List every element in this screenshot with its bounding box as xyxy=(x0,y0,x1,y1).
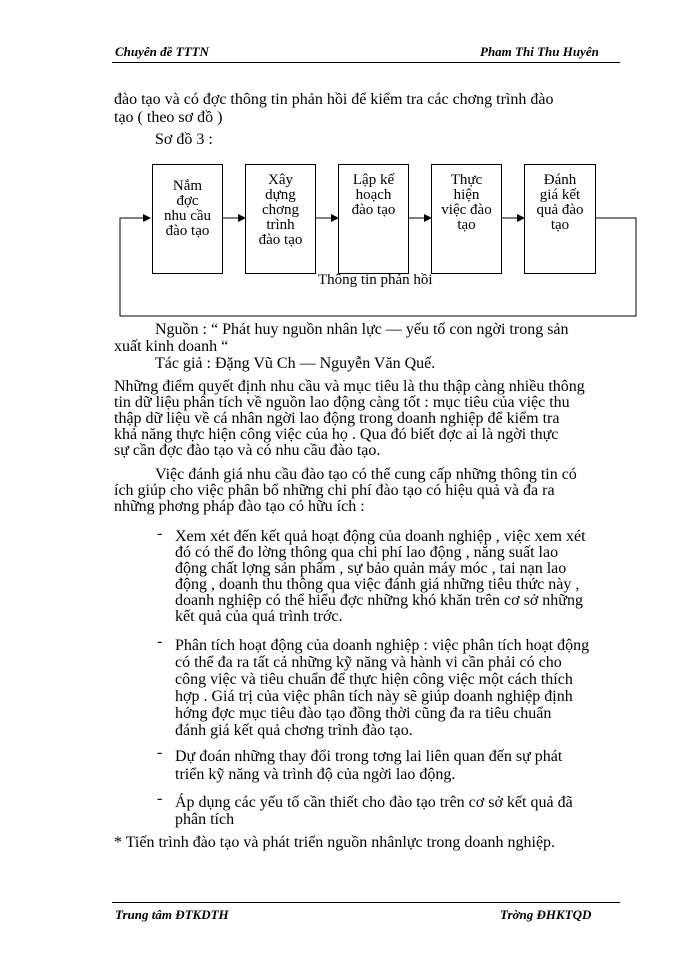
bullet-2-line-6: đánh giá kết quả chơng trình đào tạo. xyxy=(175,722,413,739)
step-box-5 xyxy=(524,164,596,274)
bullet-2-line-2: có thể đa ra tất cả những kỹ năng và hành vi cần phải có cho xyxy=(175,654,562,671)
step-1-line-2: đợc xyxy=(176,193,199,209)
bullet-3-line-2: triển kỹ năng và trình độ của ngời lao động. xyxy=(175,766,456,783)
bullet-1-dash: - xyxy=(157,525,163,542)
para1-line-5: sự cần đợc đào tạo và có nhu cầu đào tạo. xyxy=(114,442,381,459)
step-box-1 xyxy=(152,164,223,274)
bullet-1-line-2: đó có thể đo lờng thông qua chi phí lao động , năng suất lao xyxy=(175,544,559,561)
step-5-line-2: giá kết xyxy=(539,187,581,203)
bullet-4-line-1: Áp dụng các yếu tố cần thiết cho đào tạo trên cơ sở kết quả đã xyxy=(175,794,573,811)
step-1-line-4: đào tạo xyxy=(165,223,210,239)
intro-line-1: đào tạo và có đợc thông tin phản hồi để kiểm tra các chơng trình đào xyxy=(114,91,554,108)
bullet-2-dash: - xyxy=(157,633,163,650)
step-2-line-5: đào tạo xyxy=(258,232,303,248)
header-left: Chuyên đề TTTN xyxy=(115,44,209,59)
header-right: Pham Thi Thu Huyên xyxy=(480,44,599,59)
step-5-line-4: tạo xyxy=(550,217,570,233)
bullet-3-line-1: Dự đoán những thay đổi trong tơng lai liên quan đến sự phát xyxy=(175,748,563,765)
step-1-line-3: nhu cầu xyxy=(163,208,212,224)
para1-line-2: tin dữ liệu phân tích về nguồn lao động càng tốt : mục tiêu của việc thu xyxy=(114,394,570,411)
step-4-line-3: việc đào xyxy=(441,202,492,218)
para2-line-1: Việc đánh giá nhu cầu đào tạo có thể cung cấp những thông tin có xyxy=(155,466,577,483)
diagram-caption: Sơ đồ 3 : xyxy=(155,131,213,148)
para1-line-3: thập dữ liệu về cá nhân ngời lao động trong doanh nghiệp để kiểm tra xyxy=(114,410,560,427)
bullet-4-dash: - xyxy=(157,790,163,807)
step-5-line-1: Đánh xyxy=(543,172,577,188)
bullet-2-line-5: hớng đợc mục tiêu đào tạo đồng thời cũng đa ra tiêu chuẩn xyxy=(175,705,552,722)
para1-line-4: khả năng thực hiện công việc của họ . Qua đó biết đợc ai là ngời thực xyxy=(114,426,559,443)
step-4-line-4: tạo xyxy=(457,217,476,233)
para2-line-3: những phơng pháp đào tạo có hữu ích : xyxy=(114,498,365,515)
source-authors: Tác giả : Đặng Vũ Ch — Nguyễn Văn Quế. xyxy=(155,355,436,372)
step-2-line-4: trình xyxy=(266,217,295,233)
step-3-line-3: đào tạo xyxy=(351,202,396,218)
source-line-1: Nguồn : “ Phát huy nguồn nhân lực — yếu tố con ngời trong sản xyxy=(155,321,569,338)
bullet-1-line-6: kết quả của quá trình trớc. xyxy=(175,608,343,625)
source-line-2: xuất kinh doanh “ xyxy=(114,338,229,355)
step-2-line-1: Xây xyxy=(268,172,293,188)
step-5-line-3: quả đào xyxy=(536,202,584,218)
step-3-line-1: Lập kế xyxy=(352,172,395,188)
footer-right: Trờng ĐHKTQD xyxy=(500,907,592,922)
bullet-4-line-2: phân tích xyxy=(175,811,235,828)
bullet-1-line-3: động chất lợng sản phẩm , sự bảo quản máy móc , tai nạn lao xyxy=(175,560,567,577)
feedback-label: Thông tin phản hồi xyxy=(318,272,433,288)
bullet-2-line-3: công việc và tiêu chuẩn để thực hiện công việc một cách thích xyxy=(175,671,573,688)
step-box-4 xyxy=(431,164,502,274)
bullet-2-line-1: Phân tích hoạt động của doanh nghiệp : việc phân tích hoạt động xyxy=(175,637,590,654)
footer-rule xyxy=(112,902,620,903)
step-1-line-1: Nắm xyxy=(172,178,203,194)
step-2-line-3: chơng xyxy=(261,202,300,218)
step-3-line-2: hoạch xyxy=(355,187,392,203)
footer-left: Trung tâm ĐTKDTH xyxy=(115,907,229,922)
para2-line-2: ích giúp cho việc phân bổ những chi phí đào tạo có hiệu quả và đa ra xyxy=(114,482,555,499)
bullet-1-line-1: Xem xét đến kết quả hoạt động của doanh nghiệp , việc xem xét xyxy=(175,528,586,545)
bullet-3-dash: - xyxy=(157,744,163,761)
step-4-line-1: Thực xyxy=(450,172,483,188)
step-box-2 xyxy=(245,164,316,274)
step-4-line-2: hiện xyxy=(453,187,480,203)
bullet-1-line-5: doanh nghiệp có thể hiểu đợc những khó khăn trên cơ sở những xyxy=(175,592,583,609)
intro-line-2: tạo ( theo sơ đồ ) xyxy=(114,109,223,126)
step-2-line-2: dựng xyxy=(265,187,296,203)
closing-line: * Tiến trình đào tạo và phát triển nguồn nhânlực trong doanh nghiệp. xyxy=(114,834,556,851)
bullet-2-line-4: hợp . Giá trị của việc phân tích này sẽ giúp doanh nghiệp định xyxy=(175,688,573,705)
para1-line-1: Những điểm quyết định nhu cầu và mục tiêu là thu thập càng nhiều thông xyxy=(114,378,585,395)
bullet-1-line-4: động , doanh thu thông qua việc đánh giá những tiêu thức này , xyxy=(175,576,580,593)
step-box-3 xyxy=(338,164,409,274)
